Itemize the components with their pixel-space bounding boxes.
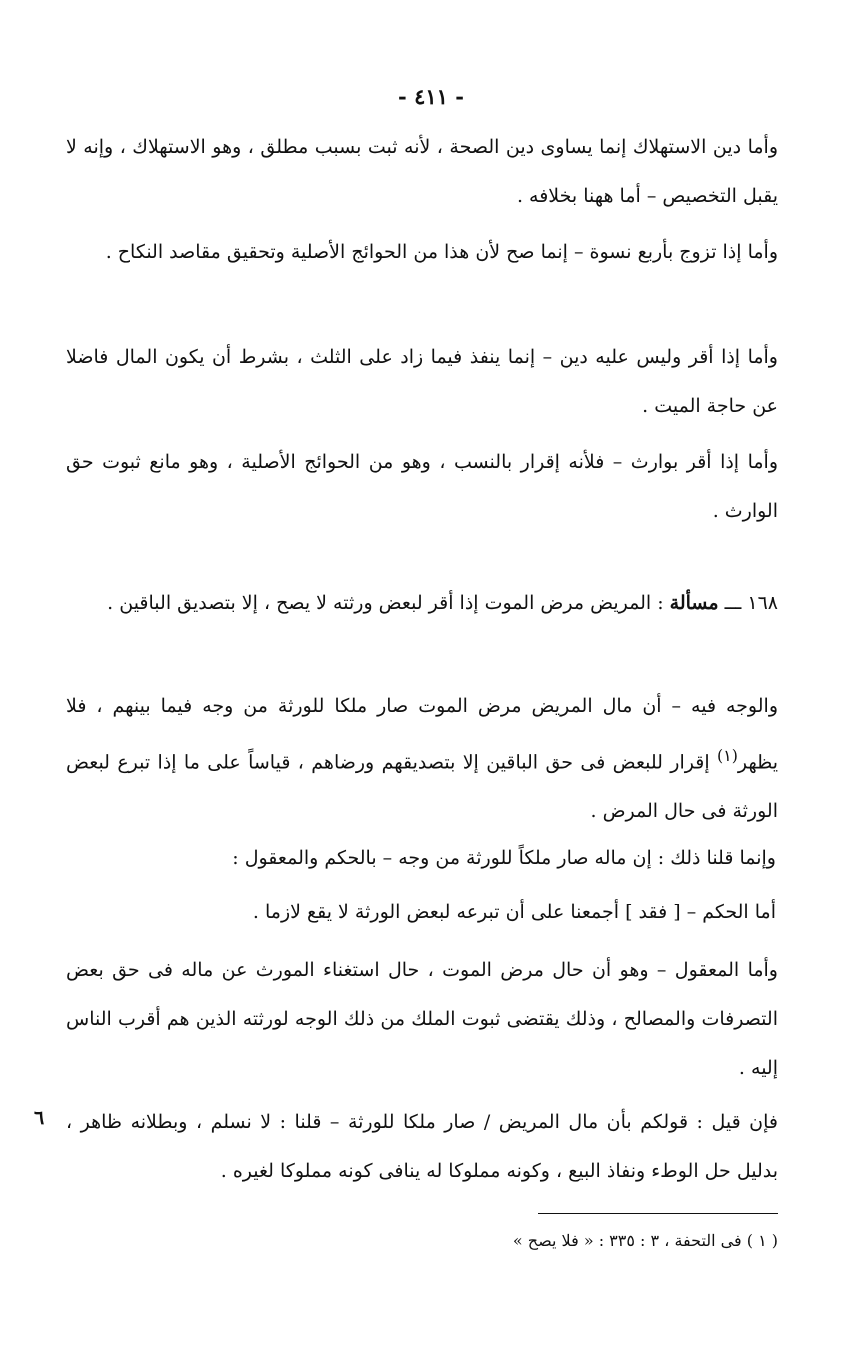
paragraph-acknowledgment-no-debt: وأما إذا أقر وليس عليه دين – إنما ينفذ فيما زاد على الثلث ، بشرط أن يكون المال فاضلا عن حاجة الميت . [66,346,778,417]
paragraph-ruling: أما الحكم – [ فقد ] أجمعنا على أن تبرعه لبعض الورثة لا يقع لازما . [252,901,776,923]
paragraph-why-we-said: وإنما قلنا ذلك : إن ماله صار ملكاً للورثة من وجه – بالحكم والمعقول : [232,847,776,869]
reasoning-text-before: والوجه فيه – أن مال المريض مرض الموت صار ملكا للورثة من وجه فيما بينهم ، فلا يظهر [66,695,778,774]
paragraph-issue-168 [66,579,778,628]
margin-page-reference: ٦ [34,1107,45,1129]
paragraph-four-wives: وأما إذا تزوج بأربع نسوة – إنما صح لأن هذا من الحوائج الأصلية وتحقيق مقاصد النكاح . [105,241,778,263]
issue-term: مسألة [669,592,719,614]
page-number: - ٤١١ - [398,84,464,109]
footnote-divider [538,1213,778,1214]
paragraph-consumption-debt: وأما دين الاستهلاك إنما يساوى دين الصحة ، لأنه ثبت بسبب مطلق ، وهو الاستهلاك ، وإنه لا يقبل التخصيص – أما ههنا بخلافه . [66,136,778,207]
footnote-text: ( ١ ) فى التحفة ، ٣ : ٣٣٥ : « فلا يصح » [512,1231,778,1250]
paragraph-reasoning [66,682,778,836]
issue-text: : المريض مرض الموت إذا أقر لبعض ورثته لا يصح ، إلا بتصديق الباقين . [107,592,664,614]
paragraph-objection: فإن قيل : قولكم بأن مال المريض / صار ملكا للورثة – قلنا : لا نسلم ، وبطلانه ظاهر ، بدليل حل الوطء ونفاذ البيع ، وكونه مملوكا له ينافى كونه مملوكا لغيره . [66,1111,778,1182]
paragraph-rational-argument: وأما المعقول – وهو أن حال مرض الموت ، حال استغناء المورث عن ماله فى حق بعض التصرفات والمصالح ، وذلك يقتضى ثبوت الملك من ذلك الوجه لورثته الذين هم أقرب الناس إليه . [66,959,778,1079]
issue-number: ١٦٨ ـــ [724,592,778,614]
footnote-marker: (١) [716,746,738,765]
paragraph-acknowledgment-heir: وأما إذا أقر بوارث – فلأنه إقرار بالنسب ، وهو من الحوائج الأصلية ، وهو مانع ثبوت حق الوارث . [66,451,779,522]
reasoning-text-after: إقرار للبعض فى حق الباقين إلا بتصديقهم ورضاهم ، قياساً على ما إذا تبرع لبعض الورثة فى حال المرض . [66,751,778,823]
